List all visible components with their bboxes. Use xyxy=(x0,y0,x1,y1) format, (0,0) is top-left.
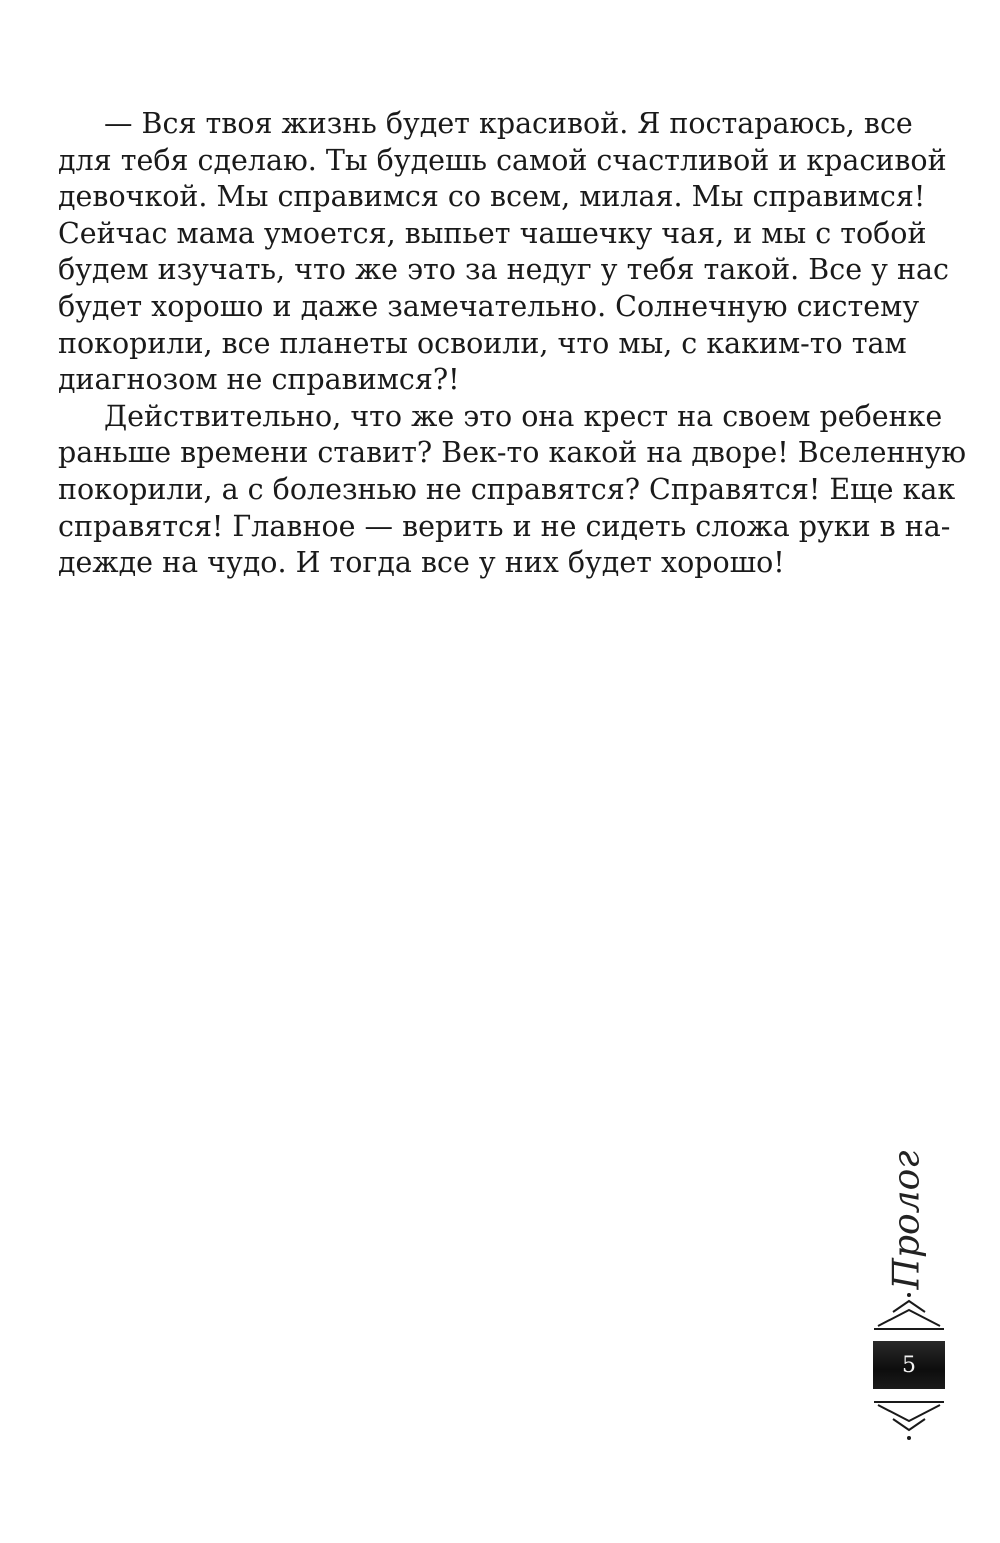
text-line: дежде на чудо. И тогда все у них будет хорошо! xyxy=(58,546,785,580)
running-head xyxy=(872,1150,942,1290)
text-line: Сейчас мама умоется, выпьет чашечку чая, и мы с тобой xyxy=(58,216,927,250)
text-line: — Вся твоя жизнь будет красивой. Я постараюсь, все xyxy=(104,107,913,140)
text-line: девочкой. Мы справимся со всем, милая. Мы справимся! xyxy=(58,180,926,214)
ornament-bottom-icon xyxy=(870,1396,948,1444)
page-number-text: 5 xyxy=(902,1352,916,1378)
text-line: для тебя сделаю. Ты будешь самой счастливой и красивой xyxy=(58,143,947,177)
text-line: покорили, а с болезнью не справятся? Справятся! Еще как xyxy=(58,472,956,506)
text-line: покорили, все планеты освоили, что мы, с каким-то там xyxy=(58,326,907,360)
body-text xyxy=(58,106,967,582)
page-number xyxy=(873,1341,945,1389)
text-line: будет хорошо и даже замечательно. Солнечную систему xyxy=(58,289,920,323)
text-line: диагнозом не справимся?! xyxy=(58,363,460,397)
text-line: будем изучать, что же это за недуг у тебя такой. Все у нас xyxy=(58,253,949,287)
text-line: Действительно, что же это она крест на своем ребенке xyxy=(104,399,943,433)
running-head-text: Пролог xyxy=(886,1150,928,1290)
text-line: справятся! Главное — верить и не сидеть сложа руки в на- xyxy=(58,509,951,543)
ornament-top-icon xyxy=(870,1292,948,1336)
text-line: раньше времени ставит? Век-то какой на дворе! Вселенную xyxy=(58,436,967,470)
